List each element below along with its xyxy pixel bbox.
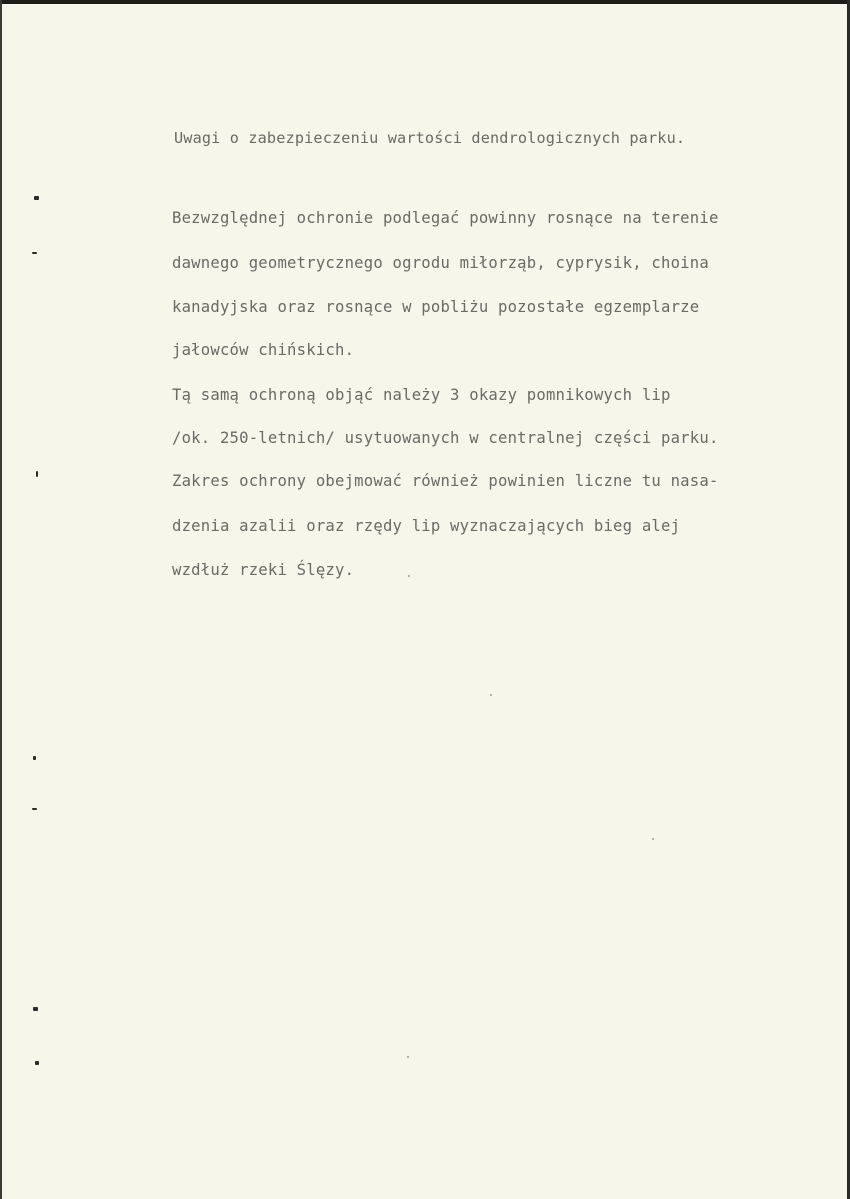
- text-line: /ok. 250-letnich/ usytuowanych w centralnej części parku.: [172, 429, 719, 447]
- scan-edge-top: [0, 0, 850, 4]
- paper-speck: [652, 838, 654, 840]
- text-line: Tą samą ochroną objąć należy 3 okazy pomnikowych lip: [172, 386, 671, 404]
- text-line: jałowców chińskich.: [172, 341, 355, 359]
- text-line: Zakres ochrony obejmować również powinien liczne tu nasa-: [172, 472, 719, 490]
- text-line: kanadyjska oraz rosnące w pobliżu pozostałe egzemplarze: [172, 298, 700, 316]
- text-line: Bezwzględnej ochronie podlegać powinny rosnące na terenie: [172, 209, 719, 227]
- scan-edge-left: [0, 0, 2, 1199]
- binding-mark: [33, 1007, 38, 1011]
- paper-speck: [490, 694, 492, 696]
- paper-speck: [408, 575, 410, 577]
- text-line: dzenia azalii oraz rzędy lip wyznaczających bieg alej: [172, 517, 681, 535]
- text-line: wzdłuż rzeki Ślęzy.: [172, 561, 355, 579]
- document-title: Uwagi o zabezpieczeniu wartości dendrologicznych parku.: [174, 129, 686, 147]
- binding-mark: [35, 1061, 39, 1065]
- binding-mark: [33, 756, 36, 760]
- text-line: dawnego geometrycznego ogrodu miłorząb, cyprysik, choina: [172, 254, 709, 272]
- binding-mark: [32, 808, 37, 810]
- binding-mark: [34, 196, 39, 200]
- binding-mark: [36, 471, 38, 477]
- paper-speck: [407, 1056, 409, 1058]
- binding-mark: [32, 252, 37, 254]
